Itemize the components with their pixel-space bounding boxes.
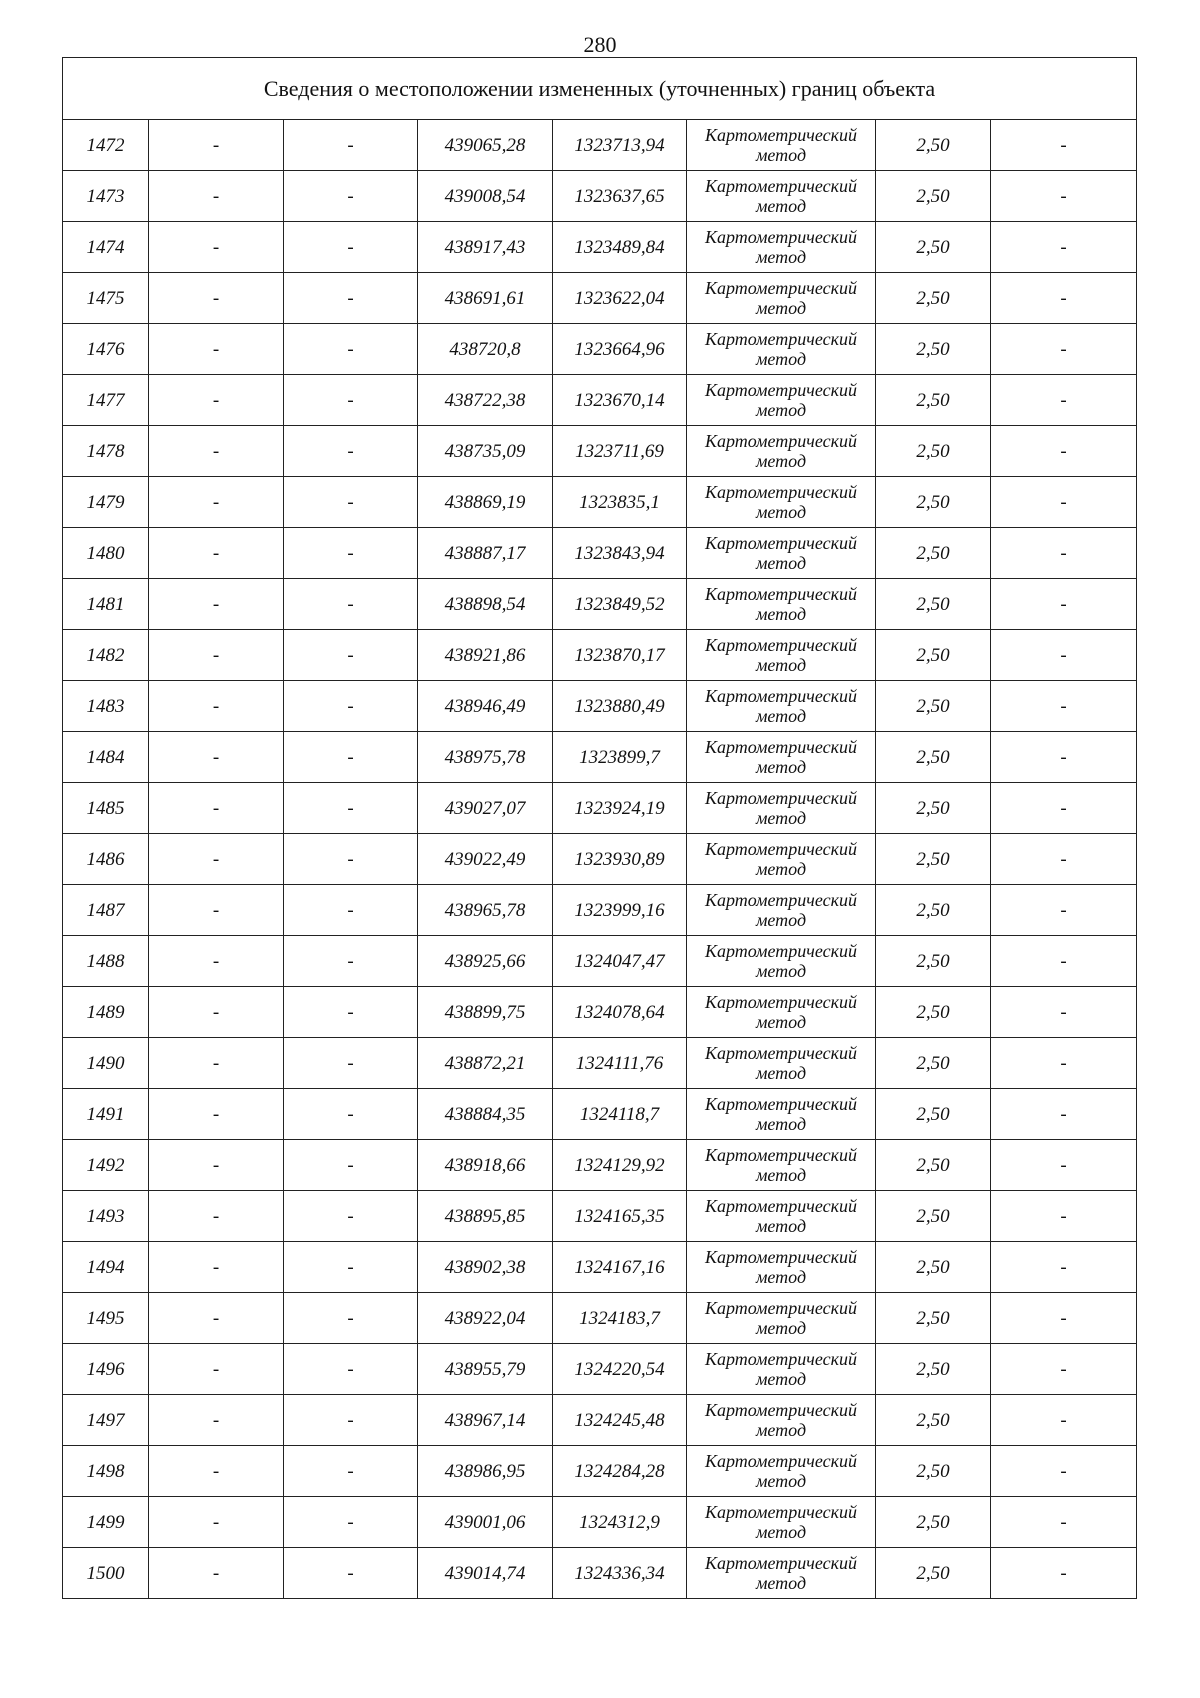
point-number-cell: 1482 <box>63 630 149 681</box>
point-number-cell: 1475 <box>63 273 149 324</box>
old-y-cell: - <box>284 375 418 426</box>
description-cell: - <box>991 1089 1137 1140</box>
new-y-cell: 1323924,19 <box>553 783 687 834</box>
new-y-cell: 1323637,65 <box>553 171 687 222</box>
old-x-cell: - <box>149 1038 284 1089</box>
point-number-cell: 1495 <box>63 1293 149 1344</box>
description-cell: - <box>991 273 1137 324</box>
old-x-cell: - <box>149 426 284 477</box>
new-x-cell: 438975,78 <box>418 732 553 783</box>
new-x-cell: 438887,17 <box>418 528 553 579</box>
description-cell: - <box>991 1548 1137 1599</box>
old-y-cell: - <box>284 834 418 885</box>
new-x-cell: 438917,43 <box>418 222 553 273</box>
accuracy-cell: 2,50 <box>876 579 991 630</box>
accuracy-cell: 2,50 <box>876 1038 991 1089</box>
description-cell: - <box>991 1497 1137 1548</box>
new-x-cell: 438986,95 <box>418 1446 553 1497</box>
method-cell: Картометрический метод <box>687 1548 876 1599</box>
method-cell: Картометрический метод <box>687 885 876 936</box>
point-number-cell: 1477 <box>63 375 149 426</box>
new-y-cell: 1323899,7 <box>553 732 687 783</box>
description-cell: - <box>991 732 1137 783</box>
old-x-cell: - <box>149 324 284 375</box>
new-y-cell: 1324167,16 <box>553 1242 687 1293</box>
new-x-cell: 438965,78 <box>418 885 553 936</box>
accuracy-cell: 2,50 <box>876 1446 991 1497</box>
old-y-cell: - <box>284 1038 418 1089</box>
new-x-cell: 438872,21 <box>418 1038 553 1089</box>
new-y-cell: 1323670,14 <box>553 375 687 426</box>
old-y-cell: - <box>284 426 418 477</box>
old-x-cell: - <box>149 1089 284 1140</box>
point-number-cell: 1481 <box>63 579 149 630</box>
table-row <box>63 120 1137 171</box>
new-y-cell: 1324165,35 <box>553 1191 687 1242</box>
old-x-cell: - <box>149 630 284 681</box>
old-y-cell: - <box>284 936 418 987</box>
accuracy-cell: 2,50 <box>876 885 991 936</box>
table-body <box>63 120 1137 1599</box>
accuracy-cell: 2,50 <box>876 1089 991 1140</box>
new-y-cell: 1323489,84 <box>553 222 687 273</box>
new-y-cell: 1323835,1 <box>553 477 687 528</box>
accuracy-cell: 2,50 <box>876 222 991 273</box>
method-cell: Картометрический метод <box>687 987 876 1038</box>
point-number-cell: 1473 <box>63 171 149 222</box>
new-x-cell: 438918,66 <box>418 1140 553 1191</box>
old-x-cell: - <box>149 375 284 426</box>
description-cell: - <box>991 1395 1137 1446</box>
new-y-cell: 1324284,28 <box>553 1446 687 1497</box>
description-cell: - <box>991 987 1137 1038</box>
old-y-cell: - <box>284 1395 418 1446</box>
point-number-cell: 1490 <box>63 1038 149 1089</box>
table-row <box>63 681 1137 732</box>
old-y-cell: - <box>284 1293 418 1344</box>
new-x-cell: 438722,38 <box>418 375 553 426</box>
table-row <box>63 987 1137 1038</box>
method-cell: Картометрический метод <box>687 1344 876 1395</box>
new-y-cell: 1324111,76 <box>553 1038 687 1089</box>
page-number: 280 <box>583 32 617 57</box>
accuracy-cell: 2,50 <box>876 834 991 885</box>
accuracy-cell: 2,50 <box>876 120 991 171</box>
table-row <box>63 1293 1137 1344</box>
table-row <box>63 630 1137 681</box>
new-x-cell: 438922,04 <box>418 1293 553 1344</box>
description-cell: - <box>991 1344 1137 1395</box>
table-row <box>63 375 1137 426</box>
method-cell: Картометрический метод <box>687 222 876 273</box>
point-number-cell: 1493 <box>63 1191 149 1242</box>
description-cell: - <box>991 120 1137 171</box>
table-row <box>63 1242 1137 1293</box>
point-number-cell: 1486 <box>63 834 149 885</box>
point-number-cell: 1487 <box>63 885 149 936</box>
accuracy-cell: 2,50 <box>876 681 991 732</box>
new-x-cell: 438869,19 <box>418 477 553 528</box>
accuracy-cell: 2,50 <box>876 783 991 834</box>
new-x-cell: 439008,54 <box>418 171 553 222</box>
new-y-cell: 1323664,96 <box>553 324 687 375</box>
table-row <box>63 885 1137 936</box>
old-y-cell: - <box>284 885 418 936</box>
old-y-cell: - <box>284 528 418 579</box>
old-y-cell: - <box>284 1497 418 1548</box>
method-cell: Картометрический метод <box>687 783 876 834</box>
method-cell: Картометрический метод <box>687 1395 876 1446</box>
point-number-cell: 1479 <box>63 477 149 528</box>
point-number-cell: 1489 <box>63 987 149 1038</box>
table-row <box>63 1038 1137 1089</box>
old-x-cell: - <box>149 885 284 936</box>
old-x-cell: - <box>149 1293 284 1344</box>
accuracy-cell: 2,50 <box>876 1395 991 1446</box>
accuracy-cell: 2,50 <box>876 375 991 426</box>
old-y-cell: - <box>284 1191 418 1242</box>
accuracy-cell: 2,50 <box>876 1497 991 1548</box>
description-cell: - <box>991 375 1137 426</box>
new-y-cell: 1324118,7 <box>553 1089 687 1140</box>
old-y-cell: - <box>284 1140 418 1191</box>
point-number-cell: 1491 <box>63 1089 149 1140</box>
method-cell: Картометрический метод <box>687 1446 876 1497</box>
method-cell: Картометрический метод <box>687 1140 876 1191</box>
new-y-cell: 1323713,94 <box>553 120 687 171</box>
method-cell: Картометрический метод <box>687 681 876 732</box>
old-x-cell: - <box>149 120 284 171</box>
new-y-cell: 1323999,16 <box>553 885 687 936</box>
old-x-cell: - <box>149 1242 284 1293</box>
table-row <box>63 477 1137 528</box>
table-row <box>63 834 1137 885</box>
method-cell: Картометрический метод <box>687 1497 876 1548</box>
description-cell: - <box>991 1242 1137 1293</box>
accuracy-cell: 2,50 <box>876 1344 991 1395</box>
point-number-cell: 1478 <box>63 426 149 477</box>
new-x-cell: 439027,07 <box>418 783 553 834</box>
new-y-cell: 1324078,64 <box>553 987 687 1038</box>
description-cell: - <box>991 885 1137 936</box>
description-cell: - <box>991 681 1137 732</box>
description-cell: - <box>991 630 1137 681</box>
table-row <box>63 732 1137 783</box>
accuracy-cell: 2,50 <box>876 273 991 324</box>
old-x-cell: - <box>149 783 284 834</box>
accuracy-cell: 2,50 <box>876 732 991 783</box>
old-x-cell: - <box>149 477 284 528</box>
description-cell: - <box>991 936 1137 987</box>
table-row <box>63 1344 1137 1395</box>
accuracy-cell: 2,50 <box>876 1191 991 1242</box>
point-number-cell: 1500 <box>63 1548 149 1599</box>
new-y-cell: 1324183,7 <box>553 1293 687 1344</box>
description-cell: - <box>991 426 1137 477</box>
old-y-cell: - <box>284 1344 418 1395</box>
new-x-cell: 438955,79 <box>418 1344 553 1395</box>
old-y-cell: - <box>284 120 418 171</box>
description-cell: - <box>991 1038 1137 1089</box>
method-cell: Картометрический метод <box>687 1038 876 1089</box>
description-cell: - <box>991 783 1137 834</box>
old-y-cell: - <box>284 783 418 834</box>
new-x-cell: 438720,8 <box>418 324 553 375</box>
accuracy-cell: 2,50 <box>876 1140 991 1191</box>
new-y-cell: 1323843,94 <box>553 528 687 579</box>
old-x-cell: - <box>149 1548 284 1599</box>
new-x-cell: 438898,54 <box>418 579 553 630</box>
table-row <box>63 1191 1137 1242</box>
method-cell: Картометрический метод <box>687 936 876 987</box>
old-x-cell: - <box>149 681 284 732</box>
old-x-cell: - <box>149 732 284 783</box>
method-cell: Картометрический метод <box>687 732 876 783</box>
old-y-cell: - <box>284 171 418 222</box>
description-cell: - <box>991 1191 1137 1242</box>
new-x-cell: 438899,75 <box>418 987 553 1038</box>
old-x-cell: - <box>149 1140 284 1191</box>
method-cell: Картометрический метод <box>687 834 876 885</box>
accuracy-cell: 2,50 <box>876 528 991 579</box>
new-y-cell: 1324336,34 <box>553 1548 687 1599</box>
table-row <box>63 1497 1137 1548</box>
new-x-cell: 438895,85 <box>418 1191 553 1242</box>
accuracy-cell: 2,50 <box>876 1242 991 1293</box>
method-cell: Картометрический метод <box>687 273 876 324</box>
method-cell: Картометрический метод <box>687 171 876 222</box>
old-y-cell: - <box>284 273 418 324</box>
accuracy-cell: 2,50 <box>876 324 991 375</box>
table-row <box>63 783 1137 834</box>
method-cell: Картометрический метод <box>687 426 876 477</box>
table-row <box>63 528 1137 579</box>
new-y-cell: 1324129,92 <box>553 1140 687 1191</box>
point-number-cell: 1497 <box>63 1395 149 1446</box>
new-y-cell: 1324245,48 <box>553 1395 687 1446</box>
old-x-cell: - <box>149 222 284 273</box>
description-cell: - <box>991 834 1137 885</box>
old-x-cell: - <box>149 987 284 1038</box>
old-y-cell: - <box>284 1242 418 1293</box>
table-title-row <box>63 58 1137 120</box>
table-row <box>63 324 1137 375</box>
point-number-cell: 1498 <box>63 1446 149 1497</box>
boundary-coordinates-table <box>62 57 1137 1599</box>
new-x-cell: 438884,35 <box>418 1089 553 1140</box>
method-cell: Картометрический метод <box>687 1293 876 1344</box>
method-cell: Картометрический метод <box>687 1089 876 1140</box>
description-cell: - <box>991 1446 1137 1497</box>
point-number-cell: 1485 <box>63 783 149 834</box>
method-cell: Картометрический метод <box>687 120 876 171</box>
new-x-cell: 438735,09 <box>418 426 553 477</box>
new-x-cell: 439065,28 <box>418 120 553 171</box>
new-x-cell: 439001,06 <box>418 1497 553 1548</box>
old-y-cell: - <box>284 1548 418 1599</box>
method-cell: Картометрический метод <box>687 1242 876 1293</box>
table-row <box>63 579 1137 630</box>
description-cell: - <box>991 324 1137 375</box>
method-cell: Картометрический метод <box>687 324 876 375</box>
point-number-cell: 1484 <box>63 732 149 783</box>
old-y-cell: - <box>284 630 418 681</box>
table-row <box>63 1395 1137 1446</box>
new-x-cell: 438921,86 <box>418 630 553 681</box>
old-x-cell: - <box>149 273 284 324</box>
method-cell: Картометрический метод <box>687 579 876 630</box>
method-cell: Картометрический метод <box>687 1191 876 1242</box>
table-row <box>63 1548 1137 1599</box>
accuracy-cell: 2,50 <box>876 1293 991 1344</box>
table-row <box>63 171 1137 222</box>
old-y-cell: - <box>284 222 418 273</box>
description-cell: - <box>991 171 1137 222</box>
method-cell: Картометрический метод <box>687 477 876 528</box>
old-y-cell: - <box>284 324 418 375</box>
method-cell: Картометрический метод <box>687 630 876 681</box>
old-y-cell: - <box>284 1089 418 1140</box>
table-row <box>63 1089 1137 1140</box>
accuracy-cell: 2,50 <box>876 426 991 477</box>
new-y-cell: 1324312,9 <box>553 1497 687 1548</box>
old-x-cell: - <box>149 171 284 222</box>
accuracy-cell: 2,50 <box>876 987 991 1038</box>
new-x-cell: 438925,66 <box>418 936 553 987</box>
old-y-cell: - <box>284 1446 418 1497</box>
new-y-cell: 1323849,52 <box>553 579 687 630</box>
new-x-cell: 438691,61 <box>418 273 553 324</box>
method-cell: Картометрический метод <box>687 528 876 579</box>
old-y-cell: - <box>284 987 418 1038</box>
new-x-cell: 439014,74 <box>418 1548 553 1599</box>
table-row <box>63 1140 1137 1191</box>
table-title: Сведения о местоположении измененных (уточненных) границ объекта <box>63 58 1137 120</box>
old-x-cell: - <box>149 834 284 885</box>
new-y-cell: 1324047,47 <box>553 936 687 987</box>
table-row <box>63 273 1137 324</box>
new-y-cell: 1323870,17 <box>553 630 687 681</box>
point-number-cell: 1472 <box>63 120 149 171</box>
new-y-cell: 1323880,49 <box>553 681 687 732</box>
accuracy-cell: 2,50 <box>876 1548 991 1599</box>
new-y-cell: 1323930,89 <box>553 834 687 885</box>
method-cell: Картометрический метод <box>687 375 876 426</box>
old-x-cell: - <box>149 1395 284 1446</box>
old-y-cell: - <box>284 681 418 732</box>
point-number-cell: 1499 <box>63 1497 149 1548</box>
point-number-cell: 1492 <box>63 1140 149 1191</box>
description-cell: - <box>991 222 1137 273</box>
new-y-cell: 1323711,69 <box>553 426 687 477</box>
accuracy-cell: 2,50 <box>876 630 991 681</box>
accuracy-cell: 2,50 <box>876 477 991 528</box>
old-x-cell: - <box>149 1446 284 1497</box>
table-row <box>63 1446 1137 1497</box>
table-row <box>63 222 1137 273</box>
point-number-cell: 1494 <box>63 1242 149 1293</box>
old-x-cell: - <box>149 1344 284 1395</box>
new-y-cell: 1323622,04 <box>553 273 687 324</box>
point-number-cell: 1488 <box>63 936 149 987</box>
description-cell: - <box>991 1140 1137 1191</box>
point-number-cell: 1476 <box>63 324 149 375</box>
new-x-cell: 438946,49 <box>418 681 553 732</box>
new-y-cell: 1324220,54 <box>553 1344 687 1395</box>
point-number-cell: 1483 <box>63 681 149 732</box>
description-cell: - <box>991 579 1137 630</box>
description-cell: - <box>991 1293 1137 1344</box>
old-y-cell: - <box>284 732 418 783</box>
point-number-cell: 1474 <box>63 222 149 273</box>
point-number-cell: 1480 <box>63 528 149 579</box>
new-x-cell: 438967,14 <box>418 1395 553 1446</box>
point-number-cell: 1496 <box>63 1344 149 1395</box>
old-x-cell: - <box>149 936 284 987</box>
old-x-cell: - <box>149 528 284 579</box>
table-row <box>63 936 1137 987</box>
new-x-cell: 438902,38 <box>418 1242 553 1293</box>
old-x-cell: - <box>149 579 284 630</box>
accuracy-cell: 2,50 <box>876 171 991 222</box>
old-y-cell: - <box>284 477 418 528</box>
description-cell: - <box>991 528 1137 579</box>
old-x-cell: - <box>149 1191 284 1242</box>
accuracy-cell: 2,50 <box>876 936 991 987</box>
old-y-cell: - <box>284 579 418 630</box>
old-x-cell: - <box>149 1497 284 1548</box>
description-cell: - <box>991 477 1137 528</box>
new-x-cell: 439022,49 <box>418 834 553 885</box>
table-row <box>63 426 1137 477</box>
